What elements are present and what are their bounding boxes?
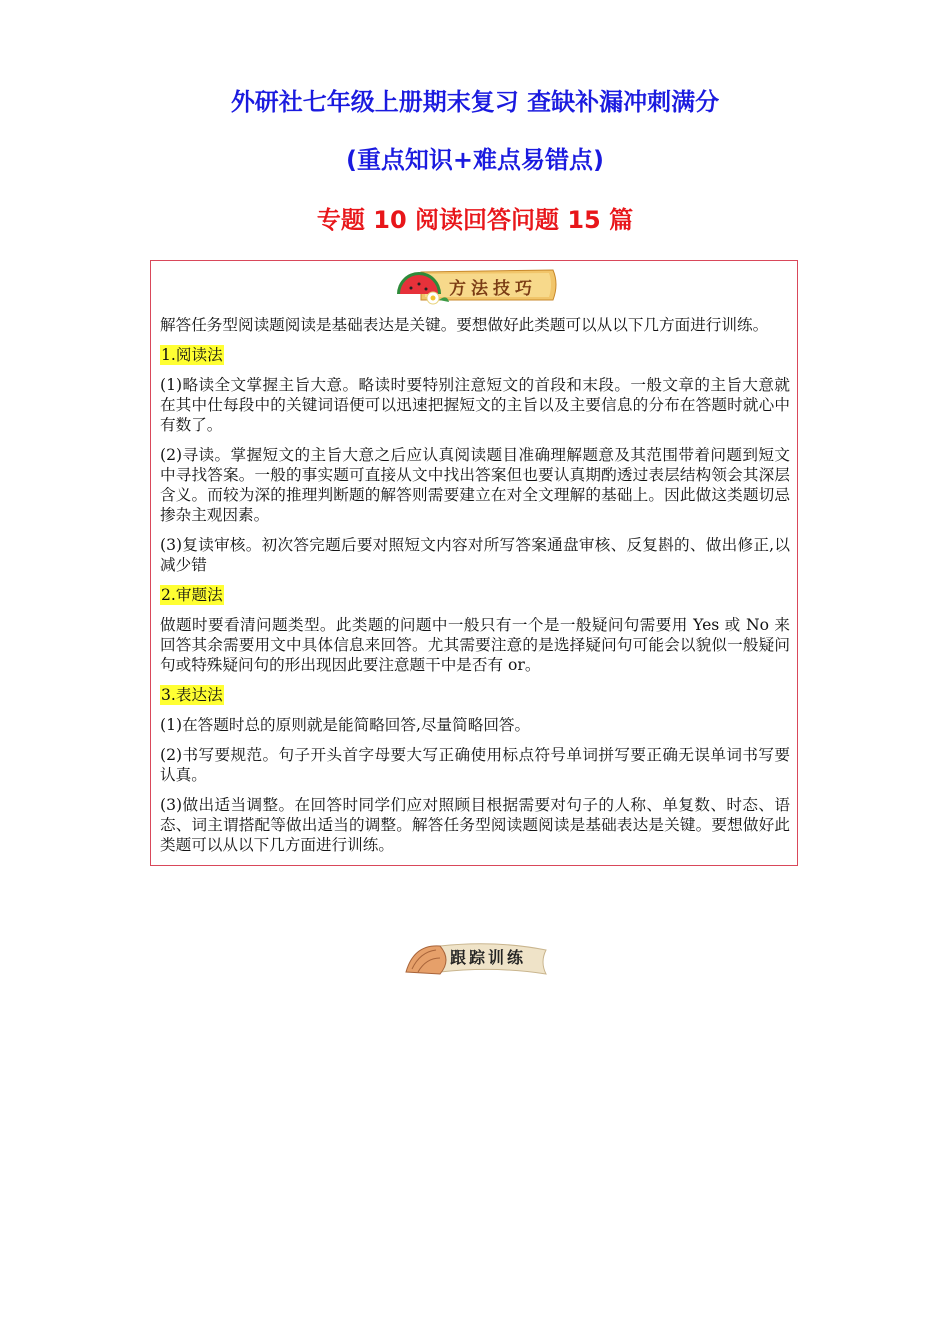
follow-up-training-label: 跟踪训练 <box>450 948 527 967</box>
paragraph: (3)做出适当调整。在回答时同学们应对照顾目根据需要对句子的人称、单复数、时态、语态、词主谓搭配等做出适当的调整。解答任务型阅读题阅读是基础表达是关键。要想做好此类题可以从以下几方面进行训练。 <box>160 796 790 854</box>
section-heading: 2.审题法 <box>161 586 223 604</box>
paragraph: (1)略读全文掌握主旨大意。略读时要特别注意短文的首段和末段。一般文章的主旨大意就在其中仕每段中的关键词语便可以迅速把握短文的主旨以及主要信息的分布在答题时就心中有数了。 <box>160 376 790 434</box>
method-tips-banner <box>391 264 561 306</box>
paragraph: 做题时要看清问题类型。此类题的问题中一般只有一个是一般疑问句需要用 Yes 或 No 来回答其余需要用文中具体信息来回答。尤其需要注意的是选择疑问句可能会以貌似一般疑问句或特殊疑问句的形出现因此要注意题干中是否有 or。 <box>160 616 790 674</box>
topic-title: 专题 10 阅读回答问题 15 篇 <box>316 206 634 234</box>
document-title: 外研社七年级上册期末复习 查缺补漏冲刺满分 <box>230 88 720 116</box>
method-tips-box <box>150 260 798 866</box>
paragraph: (2)寻读。掌握短文的主旨大意之后应认真阅读题目准确理解题意及其范围带着问题到短文中寻找答案。一般的事实题可直接从文中找出答案但也要认真期酌透过表层结构领会其深层含义。而较为深的推理判断题的解答则需要建立在对全文理解的基础上。因此做这类题切忌掺杂主观因素。 <box>160 446 790 524</box>
paragraph: (2)书写要规范。句子开头首字母要大写正确使用标点符号单词拼写要正确无误单词书写要认真。 <box>160 746 790 784</box>
method-tips-label: 方法技巧 <box>449 279 537 299</box>
paragraph: (1)在答题时总的原则就是能简略回答,尽量简略回答。 <box>160 716 531 734</box>
follow-up-training-banner <box>400 936 550 980</box>
method-tips-content <box>160 315 790 865</box>
section-heading: 1.阅读法 <box>161 346 223 364</box>
paragraph: (3)复读审核。初次答完题后要对照短文内容对所写答案通盘审核、反复斟的、做出修正,以减少错 <box>160 536 790 574</box>
section-heading: 3.表达法 <box>161 686 223 704</box>
document-subtitle: (重点知识+难点易错点) <box>345 146 605 174</box>
intro-paragraph: 解答任务型阅读题阅读是基础表达是关键。要想做好此类题可以从以下几方面进行训练。 <box>160 316 769 334</box>
